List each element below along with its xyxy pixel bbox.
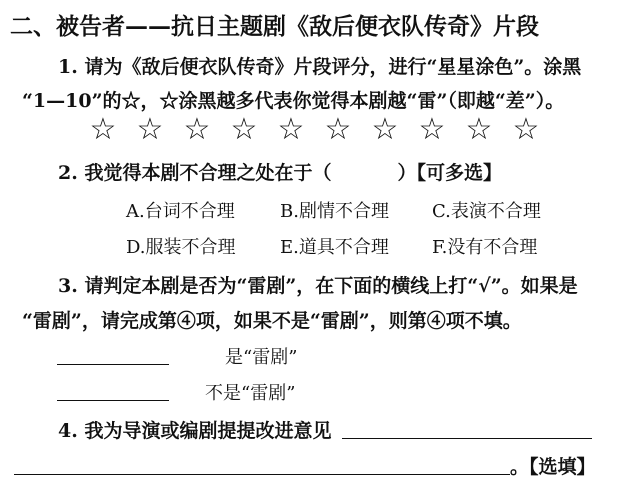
q3-yes-blank-line[interactable] — [57, 364, 169, 365]
section-title: 二、被告者——抗日主题剧《敌后便衣队传奇》片段 — [10, 13, 539, 40]
q2-option-b[interactable]: B.剧情不合理 — [280, 201, 389, 222]
q2-option-f[interactable]: F.没有不合理 — [432, 237, 538, 258]
rating-star-1[interactable]: ☆ — [89, 112, 117, 147]
q2-prompt — [58, 158, 502, 185]
q3-text-line2: “雷剧”，请完成第④项，如果不是“雷剧”，则第④项不填。 — [22, 310, 522, 332]
q4-answer-line-1[interactable] — [342, 438, 592, 439]
q3-choice-yes-label: 是“雷剧” — [225, 347, 298, 368]
rating-star-7[interactable]: ☆ — [371, 112, 399, 147]
q1-text-line2: “1—10”的☆，☆涂黑越多代表你觉得本剧越“雷”（即越“差”）。 — [22, 90, 565, 112]
rating-star-2[interactable]: ☆ — [136, 112, 164, 147]
q2-option-a[interactable]: A.台词不合理 — [126, 201, 235, 222]
q2-option-e[interactable]: E.道具不合理 — [280, 237, 389, 258]
q2-option-d[interactable]: D.服装不合理 — [126, 237, 236, 258]
q2-prompt-suffix: ）【可多选】 — [397, 162, 502, 184]
q4-optional-tag: 。【选填】 — [510, 456, 596, 478]
q4-prompt: 4. 我为导演或编剧提提改进意见 — [58, 420, 332, 442]
rating-star-3[interactable]: ☆ — [183, 112, 211, 147]
q3-no-blank-line[interactable] — [57, 400, 169, 401]
rating-star-10[interactable]: ☆ — [512, 112, 540, 147]
rating-star-4[interactable]: ☆ — [230, 112, 258, 147]
rating-star-5[interactable]: ☆ — [277, 112, 305, 147]
q2-prompt-prefix: 2. 我觉得本剧不合理之处在于（ — [58, 162, 332, 184]
rating-star-8[interactable]: ☆ — [418, 112, 446, 147]
rating-star-9[interactable]: ☆ — [465, 112, 493, 147]
q1-text-line1: 1. 请为《敌后便衣队传奇》片段评分，进行“星星涂色”。涂黑 — [58, 56, 582, 78]
q3-choice-no-label: 不是“雷剧” — [205, 383, 296, 404]
q2-option-c[interactable]: C.表演不合理 — [432, 201, 541, 222]
q3-text-line1: 3. 请判定本剧是否为“雷剧”，在下面的横线上打“√”。如果是 — [58, 275, 578, 297]
rating-star-6[interactable]: ☆ — [324, 112, 352, 147]
q4-answer-line-2[interactable] — [14, 474, 510, 475]
